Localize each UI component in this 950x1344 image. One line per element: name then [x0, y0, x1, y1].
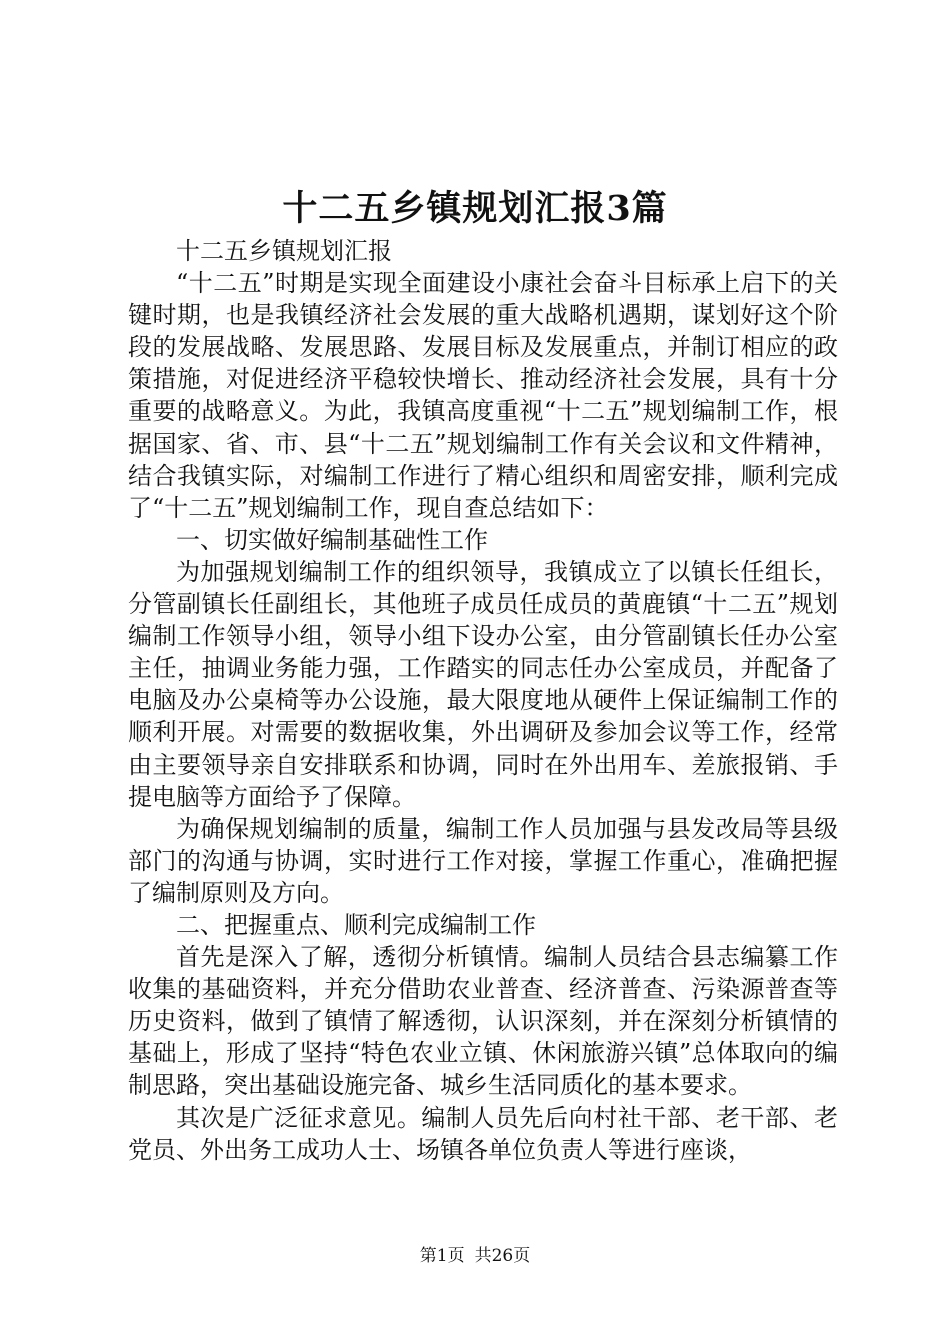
subtitle-paragraph: 十二五乡镇规划汇报 [176, 237, 392, 265]
section-heading: 一、切实做好编制基础性工作 [176, 525, 488, 554]
body-paragraph: 其次是广泛征求意见。编制人员先后向村社干部、老干部、老党员、外出务工成功人士、场镇各单位负责人等进行座谈， [128, 1103, 838, 1164]
body-paragraph: 为确保规划编制的质量，编制工作人员加强与县发改局等县级部门的沟通与协调，实时进行工作对接，掌握工作重心，准确把握了编制原则及方向。 [128, 814, 838, 907]
page-number: 第1页 [419, 1246, 465, 1266]
body-paragraph: 为加强规划编制工作的组织领导，我镇成立了以镇长任组长，分管副镇长任副组长，其他班子成员任成员的黄鹿镇“十二五”规划编制工作领导小组，领导小组下设办公室，由分管副镇长任办公室主任，抽调业务能力强，工作踏实的同志任办公室成员，并配备了电脑及办公桌椅等办公设施，最大限度地从硬件上保证编制工作的顺利开展。对需要的数据收集，外出调研及参加会议等工作，经常由主要领导亲自安排联系和协调，同时在外出用车、差旅报销、手提电脑等方面给予了保障。 [128, 557, 838, 811]
document-title: 十二五乡镇规划汇报3篇 [282, 188, 668, 229]
body-paragraph: “十二五”时期是实现全面建设小康社会奋斗目标承上启下的关键时期，也是我镇经济社会发展的重大战略机遇期，谋划好这个阶段的发展战略、发展思路、发展目标及发展重点，并制订相应的政策措施，对促进经济平稳较快增长、推动经济社会发展，具有十分重要的战略意义。为此，我镇高度重视“十二五”规划编制工作，根据国家、省、市、县“十二五”规划编制工作有关会议和文件精神，结合我镇实际，对编制工作进行了精心组织和周密安排，顺利完成了“十二五”规划编制工作，现自查总结如下： [128, 269, 838, 522]
section-heading: 二、把握重点、顺利完成编制工作 [176, 910, 536, 939]
page-total: 共26页 [474, 1246, 531, 1266]
body-paragraph: 首先是深入了解，透彻分析镇情。编制人员结合县志编纂工作收集的基础资料，并充分借助农业普查、经济普查、污染源普查等历史资料，做到了镇情了解透彻，认识深刻，并在深刻分析镇情的基础上，形成了坚持“特色农业立镇、休闲旅游兴镇”总体取向的编制思路，突出基础设施完备、城乡生活同质化的基本要求。 [128, 943, 838, 1100]
page-footer [0, 1245, 950, 1267]
document-body [128, 235, 838, 1166]
